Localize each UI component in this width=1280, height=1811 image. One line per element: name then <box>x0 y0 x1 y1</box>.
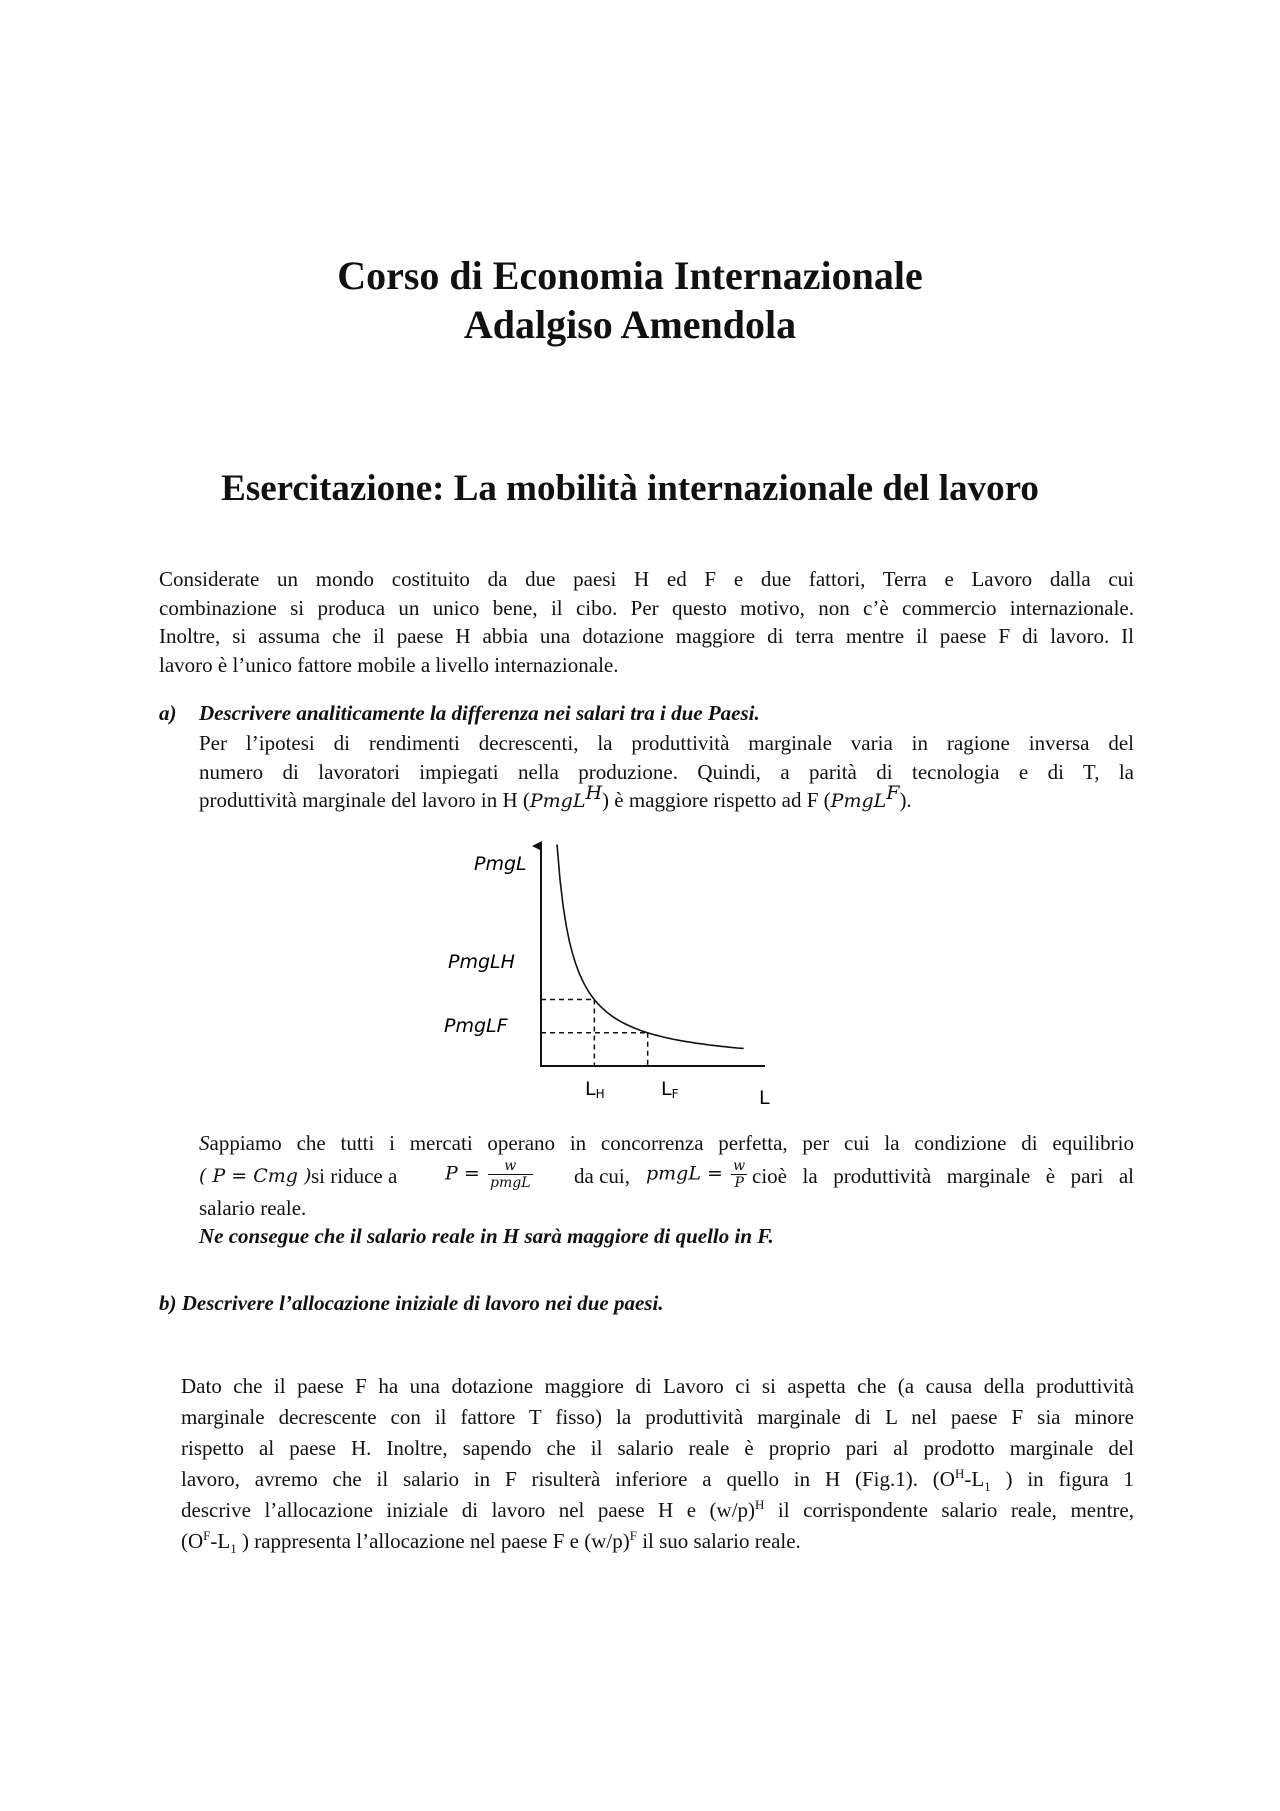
eq-pmgl-fraction <box>646 1158 750 1191</box>
section-b-line: Dato che il paese F ha una dotazione maggiore di Lavoro ci si aspetta che (a causa della produttività <box>181 1374 1134 1398</box>
section-a-paragraph <box>199 729 1134 816</box>
text: produttività marginale del lavoro in H ( <box>199 788 530 812</box>
section-b-line: rispetto al paese H. Inoltre, sapendo che il salario reale è proprio pari al prodotto marginale del <box>181 1436 1134 1460</box>
text: (O <box>181 1529 204 1553</box>
equilibrium-paragraph <box>199 1129 1134 1251</box>
frac-num: w <box>733 1157 746 1174</box>
eq-p-fraction <box>445 1158 536 1191</box>
conclusion: Ne consegue che il salario reale in H sarà maggiore di quello in F. <box>199 1224 774 1248</box>
exercise-title: Esercitazione: La mobilità internazionale del lavoro <box>221 468 1039 509</box>
text: appiamo che tutti i mercati operano in concorrenza perfetta, per cui la condizione di equilibrio <box>209 1131 1134 1155</box>
section-a-question: Descrivere analiticamente la differenza nei salari tra i due Paesi. <box>199 701 760 725</box>
text: -L <box>210 1529 231 1553</box>
intro-line: Inoltre, si assuma che il paese H abbia una dotazione maggiore di terra mentre il paese F di lavoro. Il <box>159 624 1134 648</box>
marginal-product-curve <box>557 845 744 1049</box>
frac-num: w <box>488 1158 533 1175</box>
lf-main: L <box>661 1078 672 1100</box>
text: si riduce a <box>311 1163 398 1188</box>
intro-line: combinazione si produca un unico bene, il cibo. Per questo motivo, non c’è commercio internazionale. <box>159 595 1134 620</box>
section-b-question: b) Descrivere l’allocazione iniziale di lavoro nei due paesi. <box>159 1291 664 1315</box>
y-tick-label-pmglh: PmgLH <box>448 951 515 973</box>
curve-layer <box>557 845 744 1049</box>
text: il corrispondente salario reale, mentre, <box>764 1498 1134 1522</box>
text: cioè la produttività marginale è pari al <box>752 1163 1134 1188</box>
sub: 1 <box>230 1541 237 1557</box>
equilibrium-line-2 <box>199 1158 1134 1194</box>
intro-line: lavoro è l’unico fattore mobile a livello internazionale. <box>159 652 619 677</box>
frac-den: P <box>734 1174 744 1191</box>
x-axis-label: L <box>759 1087 770 1109</box>
equilibrium-line <box>199 1129 1134 1158</box>
eq2-lhs: P = <box>445 1161 480 1184</box>
sub: 1 <box>984 1479 991 1495</box>
intro-line: Considerate un mondo costituito da due paesi H ed F e due fattori, Terra e Lavoro dalla cui <box>159 567 1134 591</box>
section-b-line <box>181 1495 1134 1526</box>
sup: H <box>954 1466 965 1481</box>
sup: H <box>755 1497 765 1512</box>
section-b-line <box>181 1526 1134 1557</box>
equilibrium-line-3: salario reale. <box>199 1195 307 1220</box>
sup: F <box>629 1528 637 1543</box>
y-tick-label-pmglf: PmgLF <box>444 1015 508 1037</box>
lh-main: L <box>585 1078 596 1100</box>
lf-sub: F <box>671 1087 679 1101</box>
section-a-label: a) <box>159 701 177 725</box>
section-a-line <box>199 782 1134 816</box>
pmgl-h-symbol: PmgL <box>529 790 586 812</box>
text: ) rappresenta l’allocazione nel paese F e (w/p) <box>236 1529 630 1553</box>
eq-p-cmg: ( P = Cmg ) <box>199 1164 312 1187</box>
lh-sub: H <box>595 1087 605 1101</box>
marginal-product-chart <box>420 830 820 1110</box>
section-b-line <box>181 1464 1134 1495</box>
dropcap-s: S <box>199 1131 210 1155</box>
section-b-line: marginale decrescente con il fattore T fisso) la produttività marginale di L nel paese F sia minore <box>181 1405 1134 1429</box>
x-tick-label-lf <box>661 1078 679 1101</box>
intro-paragraph <box>159 565 1134 679</box>
pmgl-f-sup: F <box>886 782 900 804</box>
text: -L <box>964 1467 985 1491</box>
sup: F <box>203 1528 211 1543</box>
fraction-w-pmgl <box>488 1158 533 1191</box>
section-b-paragraph <box>181 1371 1134 1557</box>
section-a-line: numero di lavoratori impiegati nella produzione. Quindi, a parità di tecnologia e di T, la <box>199 759 1134 784</box>
course-title: Corso di Economia Internazionale <box>337 253 923 298</box>
frac-den: pmgL <box>490 1174 531 1191</box>
text: da cui, <box>574 1163 630 1188</box>
text: lavoro, avremo che il salario in F risulterà inferiore a quello in H (Fig.1). (O <box>181 1467 955 1491</box>
text: il suo salario reale. <box>636 1529 801 1553</box>
reference-lines <box>541 1000 648 1066</box>
professor-name: Adalgiso Amendola <box>463 302 797 347</box>
text: ) è maggiore rispetto ad F ( <box>602 788 831 812</box>
text: ) in figura 1 <box>990 1467 1134 1491</box>
x-tick-label-lh <box>585 1078 605 1101</box>
text: ). <box>899 788 912 812</box>
fraction-w-p <box>731 1158 747 1191</box>
pmgl-h-sup: H <box>585 782 603 804</box>
pmgl-f-symbol: PmgL <box>830 790 887 812</box>
text: descrive l’allocazione iniziale di lavoro nel paese H e (w/p) <box>181 1498 756 1522</box>
section-a-line: Per l’ipotesi di rendimenti decrescenti, la produttività marginale varia in ragione inversa del <box>199 731 1134 755</box>
eq3-lhs: pmgL = <box>646 1161 723 1184</box>
y-axis-label: PmgL <box>474 853 527 875</box>
